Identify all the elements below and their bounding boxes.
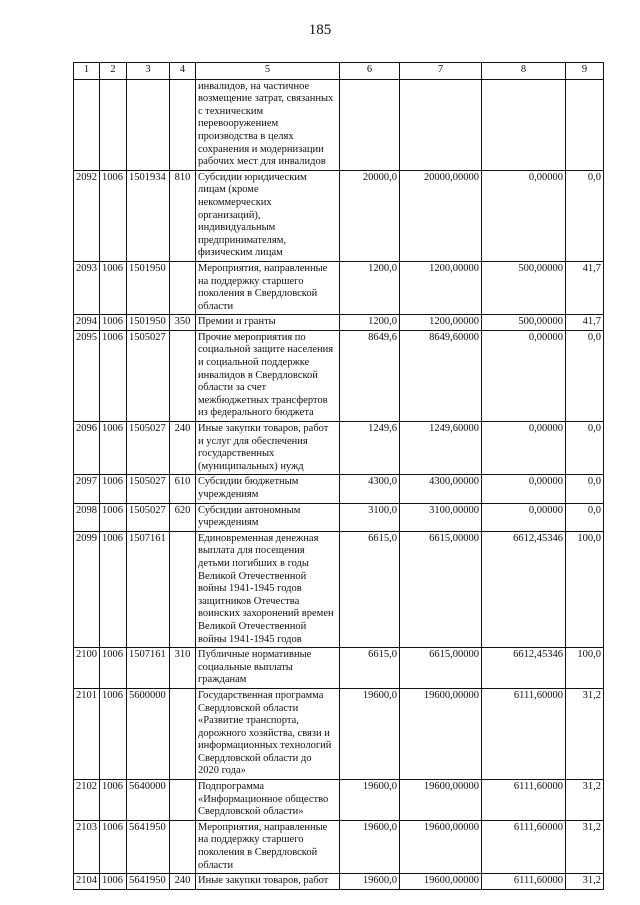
table-row [74,170,604,261]
description-cell: Государственная программа Свердловской области «Развитие транспорта, дорожного хозяйства, связи и информационных технологий Свердловской области до 2020 года» [196,688,340,779]
approved-amount-cell: 19600,00000 [400,820,482,873]
section-code-cell: 1006 [100,170,127,261]
approved-amount-cell: 19600,00000 [400,874,482,890]
percent-cell: 0,0 [566,475,604,503]
row-number-cell: 2099 [74,531,100,647]
approved-amount-cell: 1200,00000 [400,315,482,331]
target-code-cell: 5641950 [127,874,170,890]
target-code-cell: 1505027 [127,330,170,421]
row-number-cell: 2093 [74,261,100,314]
section-code-cell [100,79,127,170]
expense-type-cell [170,79,196,170]
table-row [74,820,604,873]
description-cell: Субсидии автономным учреждениям [196,503,340,531]
description-cell: Субсидии бюджетным учреждениям [196,475,340,503]
description-cell: Мероприятия, направленные на поддержку старшего поколения в Свердловской области [196,261,340,314]
column-header: 2 [100,63,127,80]
percent-cell: 31,2 [566,820,604,873]
section-code-cell: 1006 [100,330,127,421]
expense-type-cell: 310 [170,648,196,689]
row-number-cell: 2101 [74,688,100,779]
plan-amount-cell: 19600,0 [340,780,400,821]
target-code-cell: 1505027 [127,503,170,531]
target-code-cell: 5640000 [127,780,170,821]
percent-cell: 31,2 [566,780,604,821]
description-cell: Мероприятия, направленные на поддержку старшего поколения в Свердловской области [196,820,340,873]
column-header: 6 [340,63,400,80]
approved-amount-cell: 20000,00000 [400,170,482,261]
column-header: 7 [400,63,482,80]
row-number-cell: 2092 [74,170,100,261]
section-code-cell: 1006 [100,315,127,331]
target-code-cell: 5600000 [127,688,170,779]
section-code-cell: 1006 [100,874,127,890]
percent-cell: 0,0 [566,422,604,475]
approved-amount-cell: 1200,00000 [400,261,482,314]
row-number-cell: 2102 [74,780,100,821]
table-row [74,874,604,890]
target-code-cell: 1505027 [127,475,170,503]
expense-type-cell [170,330,196,421]
percent-cell: 100,0 [566,531,604,647]
table-row [74,315,604,331]
approved-amount-cell: 4300,00000 [400,475,482,503]
percent-cell: 0,0 [566,503,604,531]
section-code-cell: 1006 [100,503,127,531]
percent-cell: 100,0 [566,648,604,689]
expense-type-cell: 240 [170,422,196,475]
approved-amount-cell: 6615,00000 [400,531,482,647]
description-cell: Субсидии юридическим лицам (кроме некоммерческих организаций), индивидуальным предпринимателям, физическим лицам [196,170,340,261]
executed-amount-cell: 0,00000 [482,503,566,531]
expense-type-cell: 350 [170,315,196,331]
expense-type-cell [170,780,196,821]
executed-amount-cell: 0,00000 [482,422,566,475]
row-number-cell: 2095 [74,330,100,421]
executed-amount-cell: 500,00000 [482,315,566,331]
section-code-cell: 1006 [100,261,127,314]
executed-amount-cell [482,79,566,170]
description-cell: Подпрограмма «Информационное общество Свердловской области» [196,780,340,821]
header-row [74,63,604,80]
description-cell: Иные закупки товаров, работ [196,874,340,890]
executed-amount-cell: 500,00000 [482,261,566,314]
table-row [74,648,604,689]
description-cell: Единовременная денежная выплата для посещения детьми погибших в годы Великой Отечественной войны 1941-1945 годов защитников Отечества воинских захоронений времен Великой Отечественной войны 1941-1945 годов [196,531,340,647]
table-row [74,531,604,647]
target-code-cell: 1501950 [127,261,170,314]
row-number-cell: 2094 [74,315,100,331]
column-header: 4 [170,63,196,80]
executed-amount-cell: 0,00000 [482,330,566,421]
column-header: 1 [74,63,100,80]
plan-amount-cell: 19600,0 [340,820,400,873]
row-number-cell: 2104 [74,874,100,890]
table-row [74,422,604,475]
column-header: 5 [196,63,340,80]
executed-amount-cell: 6111,60000 [482,780,566,821]
expense-type-cell [170,261,196,314]
section-code-cell: 1006 [100,475,127,503]
description-cell: Премии и гранты [196,315,340,331]
percent-cell: 31,2 [566,688,604,779]
table-row [74,688,604,779]
percent-cell: 41,7 [566,261,604,314]
target-code-cell: 5641950 [127,820,170,873]
percent-cell: 41,7 [566,315,604,331]
row-number-cell: 2096 [74,422,100,475]
column-header: 3 [127,63,170,80]
table-row [74,261,604,314]
table-row [74,475,604,503]
expense-type-cell: 620 [170,503,196,531]
section-code-cell: 1006 [100,820,127,873]
plan-amount-cell: 8649,6 [340,330,400,421]
target-code-cell [127,79,170,170]
target-code-cell: 1507161 [127,531,170,647]
table-row [74,503,604,531]
executed-amount-cell: 0,00000 [482,475,566,503]
target-code-cell: 1501950 [127,315,170,331]
plan-amount-cell: 19600,0 [340,874,400,890]
description-cell: Иные закупки товаров, работ и услуг для обеспечения государственных (муниципальных) нужд [196,422,340,475]
target-code-cell: 1501934 [127,170,170,261]
approved-amount-cell [400,79,482,170]
budget-table [73,62,604,890]
approved-amount-cell: 3100,00000 [400,503,482,531]
approved-amount-cell: 1249,60000 [400,422,482,475]
plan-amount-cell: 6615,0 [340,531,400,647]
percent-cell: 31,2 [566,874,604,890]
executed-amount-cell: 6111,60000 [482,820,566,873]
section-code-cell: 1006 [100,531,127,647]
plan-amount-cell: 6615,0 [340,648,400,689]
executed-amount-cell: 6111,60000 [482,874,566,890]
row-number-cell: 2100 [74,648,100,689]
page-number: 185 [308,22,332,38]
percent-cell [566,79,604,170]
executed-amount-cell: 6111,60000 [482,688,566,779]
target-code-cell: 1507161 [127,648,170,689]
description-cell: Прочие мероприятия по социальной защите населения и социальной поддержке инвалидов в Свердловской области за счет межбюджетных трансфертов из федерального бюджета [196,330,340,421]
section-code-cell: 1006 [100,688,127,779]
plan-amount-cell: 4300,0 [340,475,400,503]
section-code-cell: 1006 [100,422,127,475]
plan-amount-cell: 19600,0 [340,688,400,779]
table-row [74,330,604,421]
description-cell: инвалидов, на частичное возмещение затрат, связанных с техническим перевооружением производства в целях сохранения и модернизации рабочих мест для инвалидов [196,79,340,170]
target-code-cell: 1505027 [127,422,170,475]
column-header: 8 [482,63,566,80]
plan-amount-cell: 20000,0 [340,170,400,261]
description-cell: Публичные нормативные социальные выплаты гражданам [196,648,340,689]
executed-amount-cell: 0,00000 [482,170,566,261]
percent-cell: 0,0 [566,170,604,261]
executed-amount-cell: 6612,45346 [482,531,566,647]
expense-type-cell [170,531,196,647]
expense-type-cell: 810 [170,170,196,261]
row-number-cell [74,79,100,170]
table-row [74,780,604,821]
section-code-cell: 1006 [100,648,127,689]
plan-amount-cell: 1249,6 [340,422,400,475]
expense-type-cell [170,688,196,779]
approved-amount-cell: 8649,60000 [400,330,482,421]
percent-cell: 0,0 [566,330,604,421]
table-row [74,79,604,170]
approved-amount-cell: 19600,00000 [400,688,482,779]
expense-type-cell [170,820,196,873]
plan-amount-cell: 1200,0 [340,315,400,331]
row-number-cell: 2098 [74,503,100,531]
section-code-cell: 1006 [100,780,127,821]
approved-amount-cell: 19600,00000 [400,780,482,821]
expense-type-cell: 240 [170,874,196,890]
row-number-cell: 2097 [74,475,100,503]
approved-amount-cell: 6615,00000 [400,648,482,689]
plan-amount-cell: 1200,0 [340,261,400,314]
plan-amount-cell [340,79,400,170]
expense-type-cell: 610 [170,475,196,503]
row-number-cell: 2103 [74,820,100,873]
executed-amount-cell: 6612,45346 [482,648,566,689]
plan-amount-cell: 3100,0 [340,503,400,531]
column-header: 9 [566,63,604,80]
